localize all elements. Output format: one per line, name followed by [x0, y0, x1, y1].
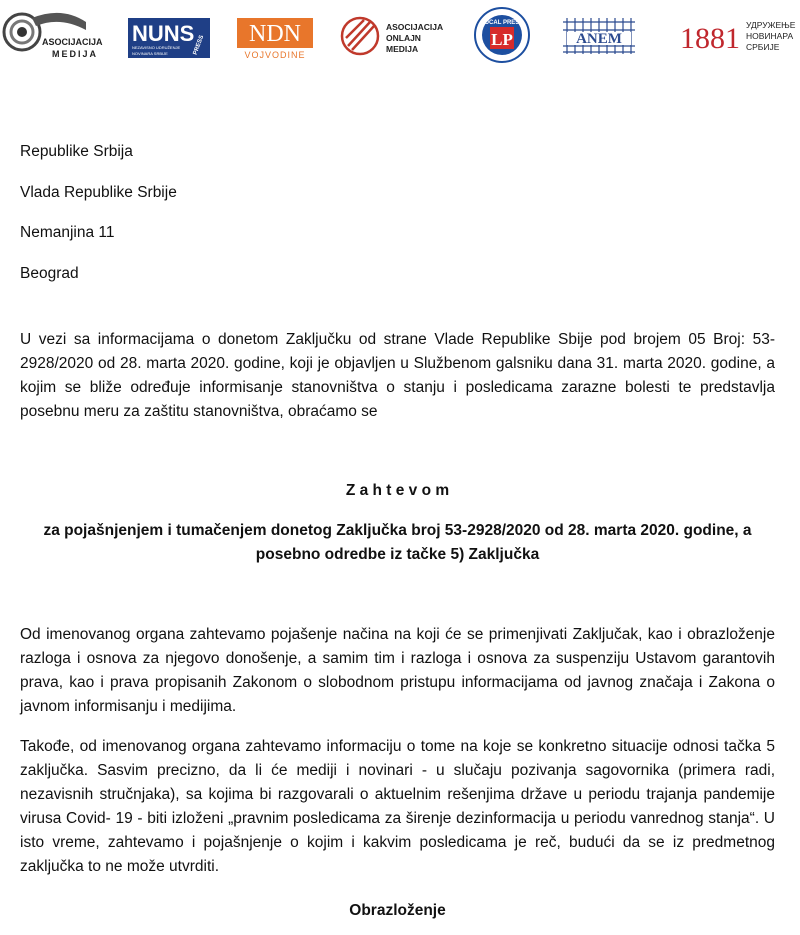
aom-line3: MEDIJA — [386, 44, 419, 54]
request-subheading — [20, 519, 775, 567]
local-press-text: LOCAL PRESS — [480, 20, 524, 26]
asocijacija-onlajn-medija-logo — [340, 8, 450, 60]
uns-1881-logo — [680, 8, 796, 60]
address-line-2: Vlada Republike Srbije — [20, 183, 177, 201]
address-line-4: Beograd — [20, 264, 79, 282]
logo-bar — [0, 0, 800, 70]
uns-line1: УДРУЖЕЊЕ — [746, 20, 796, 30]
uns-year: 1881 — [680, 22, 740, 55]
address-line-1: Republike Srbija — [20, 143, 133, 160]
anem-logo — [561, 8, 637, 60]
nuns-tag: PRESS — [192, 34, 206, 56]
nuns-emblem-icon — [128, 8, 210, 60]
asocijacija-medija-logo — [2, 8, 103, 60]
ndn-logo — [237, 8, 313, 60]
asocijacija-medija-line1: ASOCIJACIJA — [42, 37, 103, 47]
intro-paragraph: U vezi sa informacijama o donetom Zaključku od strane Vlade Republike Sbije pod brojem 05 Broj: 53-2928/2020 od 28. marta 2020. godine, koji je objavljen u Službenom galsniku dana 31. marta 2020. godine, a kojim se bliže određuje informisanje stanovništva o stanju i posledicama zarazne bolesti te predstavlja posebnu meru za zaštitu stanovništva, obraćamo se — [20, 330, 775, 420]
aom-line1: ASOCIJACIJA — [386, 22, 444, 32]
address-line-3: Nemanjina 11 — [20, 224, 115, 242]
body-paragraph-2: Takođe, od imenovanog organa zahtevamo informaciju o tome na koje se konkretno situacije odnosi tačka 5 zaključka. Sasvim precizno, da li će mediji i novinari - u slučaju pozivanja sagovornika (primera radi, nezavisnih stručnjaka), sa kojima bi razgovarali o aktuelnim rešenjima države u periodu trajanja pandemije virusa Covid- 19 - biti izloženi „pravnim posledicama za širenje dezinformacija u periodu vanrednog stanja“. U isto vreme, zahtevamo i pojašnjenje o kojim i kakvim posledicama je reč, budući da se iz predmetnog zaključka to ne može utvrditi. — [20, 737, 775, 875]
uns-line3: СРБИЈЕ — [746, 42, 780, 52]
local-press-emblem-icon — [473, 6, 531, 62]
nuns-logo — [128, 8, 210, 60]
request-heading: Z a h t e v o m — [345, 481, 450, 499]
document-body — [20, 140, 775, 923]
anem-text: ANEM — [576, 31, 622, 47]
aom-line2: ONLAJN — [386, 33, 421, 43]
recipient-address — [20, 140, 775, 286]
nuns-text: NUNS — [132, 21, 195, 46]
ndn-text: NDN — [249, 21, 301, 47]
justification-heading: Obrazloženje — [349, 901, 446, 919]
asocijacija-medija-line2: MEDIJA — [52, 49, 99, 59]
nuns-sub2: NOVINARA SRBIJE — [132, 51, 168, 56]
body-paragraph-1: Od imenovanog organa zahtevamo pojašenje načina na koji će se primenjivati Zaključak, kao i obrazloženje razloga i osnova za njegovo donošenje, a samim tim i razloga i osnova za suspenziju Ustavom garantovih prava, kao i prava propisanih Zakonom o slobodnom pristupu informacijama od javnog značaja i Zakona o javnom informisanju i medijima. — [20, 625, 775, 715]
ndn-sub: VOJVODINE — [244, 50, 306, 60]
anem-emblem-icon — [561, 8, 637, 60]
local-press-mono: LP — [491, 30, 513, 49]
request-subheading-line-1: za pojašnjenjem i tumačenjem donetog Zaključka broj 53-2928/2020 od 28. marta 2020. godine, a — [43, 521, 752, 539]
aom-emblem-icon — [340, 8, 450, 60]
asocijacija-medija-emblem-icon — [2, 8, 103, 60]
nuns-sub1: NEZAVISNO UDRUŽENJE — [132, 45, 181, 50]
request-subheading-line-2: posebno odredbe iz tačke 5) Zaključka — [255, 545, 540, 563]
ndn-emblem-icon — [237, 8, 313, 60]
local-press-logo — [473, 8, 531, 60]
uns-1881-emblem-icon — [680, 8, 796, 60]
uns-line2: НОВИНАРА — [746, 31, 794, 41]
